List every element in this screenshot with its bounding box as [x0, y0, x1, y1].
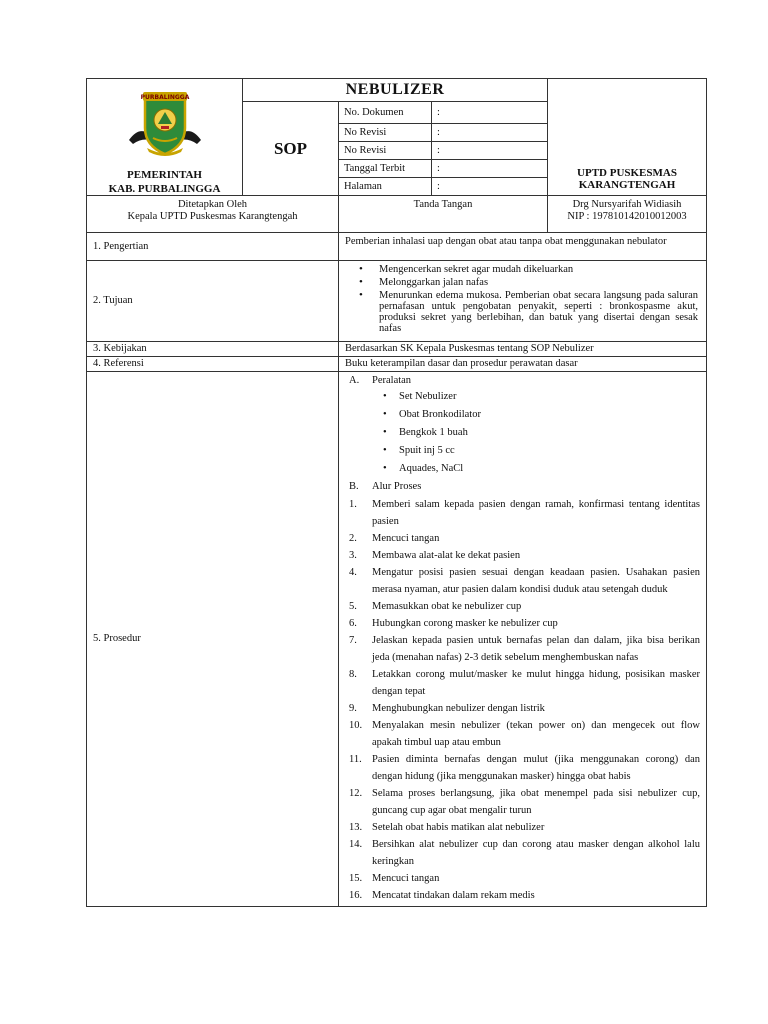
step-text: Selama proses berlangsung, jika obat menempel pada sisi nebulizer cup, guncang cup agar obat mengalir turun [372, 788, 700, 816]
step-number: 16. [349, 890, 363, 901]
procedure-step [349, 700, 700, 717]
purbalingga-emblem-icon [125, 88, 205, 160]
section-label-kebijakan: 3. Kebijakan [87, 342, 339, 357]
step-number: 5. [349, 601, 357, 612]
gov-line1: PEMERINTAH [127, 169, 202, 181]
step-text: Memasukkan obat ke nebulizer cup [372, 601, 522, 612]
uptd-line1: UPTD PUSKESMAS [577, 167, 677, 179]
section-label-referensi: 4. Referensi [87, 357, 339, 372]
section-label-prosedur: 5. Prosedur [87, 372, 339, 907]
procedure-step [349, 887, 700, 904]
svg-text:PURBALINGGA: PURBALINGGA [140, 94, 189, 101]
approval-line2: Kepala UPTD Puskesmas Karangtengah [127, 211, 298, 222]
step-number: 7. [349, 635, 357, 646]
meta-value: : [432, 160, 548, 178]
equipment-heading: A. Peralatan [349, 375, 412, 386]
list-item: • Obat Bronkodilator [399, 408, 700, 421]
step-number: 13. [349, 822, 363, 833]
equipment-list [349, 390, 700, 475]
step-text: Hubungkan corong masker ke nebulizer cup [372, 618, 558, 629]
signer-nip: NIP : 197810142010012003 [567, 211, 687, 222]
step-text: Setelah obat habis matikan alat nebulizer [372, 822, 545, 833]
step-number: 9. [349, 703, 357, 714]
section-label-tujuan: 2. Tujuan [87, 261, 339, 342]
step-number: 2. [349, 533, 357, 544]
meta-label: Halaman [339, 178, 432, 196]
meta-value: : [432, 102, 548, 124]
section-text-referensi: Buku keterampilan dasar dan prosedur perawatan dasar [339, 357, 707, 372]
step-text: Memberi salam kepada pasien dengan ramah, konfirmasi tentang identitas pasien [372, 499, 700, 527]
meta-label: No Revisi [339, 124, 432, 142]
document-title: NEBULIZER [243, 79, 548, 102]
list-item: • Set Nebulizer [399, 390, 700, 403]
step-number: 10. [349, 720, 363, 731]
section-tujuan-list [339, 261, 707, 342]
step-text: Mengatur posisi pasien sesuai dengan keadaan pasien. Usahakan pasien merasa nyaman, atur pasien dalam kondisi duduk atau setengah duduk [372, 567, 700, 595]
procedure-step [349, 547, 700, 564]
step-text: Jelaskan kepada pasien untuk bernafas pelan dan dalam, jika bisa berikan jeda (menahan nafas) 2-3 detik sebelum menghembuskan nafas [372, 635, 700, 663]
step-text: Membawa alat-alat ke dekat pasien [372, 550, 521, 561]
meta-value: : [432, 178, 548, 196]
section-label-pengertian: 1. Pengertian [87, 233, 339, 261]
uptd-line2: KARANGTENGAH [578, 179, 676, 191]
sop-label: SOP [243, 102, 339, 196]
list-item: • Spuit inj 5 cc [399, 444, 700, 457]
procedure-step [349, 819, 700, 836]
section-text-kebijakan: Berdasarkan SK Kepala Puskesmas tentang SOP Nebulizer [339, 342, 707, 357]
step-number: 8. [349, 669, 357, 680]
step-text: Mencatat tindakan dalam rekam medis [372, 890, 535, 901]
government-cell [87, 79, 243, 196]
step-text: Menghubungkan nebulizer dengan listrik [372, 703, 545, 714]
meta-label: No. Dokumen [339, 102, 432, 124]
list-item: • Aquades, NaCl [399, 462, 700, 475]
signature-label: Tanda Tangan [339, 196, 548, 233]
list-item: • Menurunkan edema mukosa. Pemberian obat secara langsung pada saluran pernafasan untuk pengobatan penyakit, seperti : bronkospasme akut, produksi sekret yang berlebihan, dan batuk yang disertai dengan sesak nafas [379, 290, 698, 334]
step-text: Menyalakan mesin nebulizer (tekan power on) dan mengecek out flow apakah timbul uap atau embun [372, 720, 700, 748]
procedure-step [349, 785, 700, 819]
section-text-pengertian: Pemberian inhalasi uap dengan obat atau tanpa obat menggunakan nebulator [339, 233, 707, 261]
signer-cell [548, 196, 707, 233]
list-item: • Melonggarkan jalan nafas [379, 277, 698, 288]
step-number: 3. [349, 550, 357, 561]
procedure-step [349, 870, 700, 887]
gov-line2: KAB. PURBALINGGA [108, 183, 221, 195]
step-number: 4. [349, 567, 357, 578]
procedure-step [349, 564, 700, 598]
meta-label: Tanggal Terbit [339, 160, 432, 178]
procedure-step [349, 751, 700, 785]
step-text: Mencuci tangan [372, 873, 440, 884]
step-number: 14. [349, 839, 363, 850]
procedure-step [349, 598, 700, 615]
step-number: 1. [349, 499, 357, 510]
approval-cell [87, 196, 339, 233]
meta-value: : [432, 142, 548, 160]
step-number: 15. [349, 873, 363, 884]
sop-table [86, 78, 707, 907]
meta-label: No Revisi [339, 142, 432, 160]
uptd-cell [548, 79, 707, 196]
step-text: Mencuci tangan [372, 533, 440, 544]
section-prosedur [339, 372, 707, 907]
logo [87, 79, 242, 167]
step-number: 11. [349, 754, 362, 765]
step-number: 12. [349, 788, 363, 799]
procedure-step [349, 615, 700, 632]
step-text: Letakkan corong mulut/masker ke mulut hingga hidung, posisikan masker dengan tepat [372, 669, 700, 697]
procedure-step [349, 632, 700, 666]
process-heading: B. Alur Proses [349, 481, 422, 492]
meta-value: : [432, 124, 548, 142]
step-text: Pasien diminta bernafas dengan mulut (jika menggunakan corong) dan dengan hidung (jika menggunakan masker) hingga obat habis [372, 754, 700, 782]
sop-document [86, 78, 706, 907]
approval-line1: Ditetapkan Oleh [177, 199, 248, 210]
procedure-step [349, 836, 700, 870]
procedure-step [349, 666, 700, 700]
procedure-step [349, 717, 700, 751]
procedure-step [349, 496, 700, 530]
procedure-step [349, 530, 700, 547]
step-text: Bersihkan alat nebulizer cup dan corong atau masker dengan alkohol lalu keringkan [372, 839, 700, 867]
signer-name: Drg Nursyarifah Widiasih [572, 199, 682, 210]
list-item: • Bengkok 1 buah [399, 426, 700, 439]
step-number: 6. [349, 618, 357, 629]
process-steps [349, 496, 700, 904]
list-item: • Mengencerkan sekret agar mudah dikeluarkan [379, 264, 698, 275]
